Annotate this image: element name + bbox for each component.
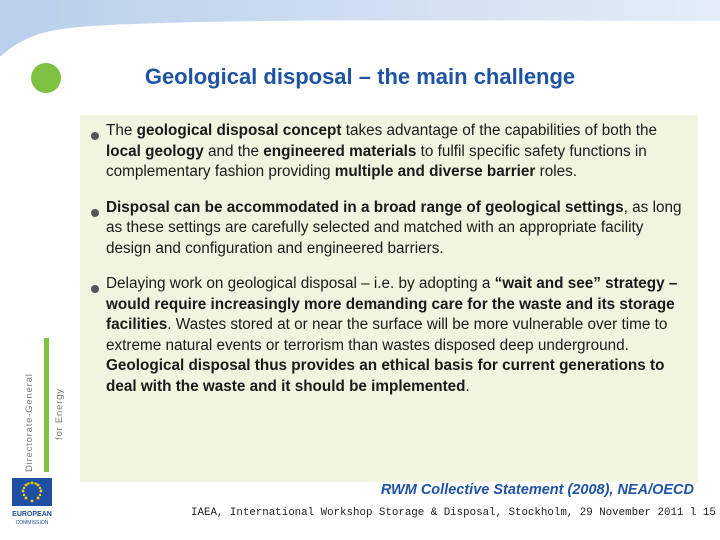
text-run: to fulfil specific safety functions in complementary fashion providing <box>106 142 647 180</box>
bold-text-run: geological disposal concept <box>136 122 342 139</box>
bullet-dot-icon <box>91 285 99 293</box>
bullet-dot-icon <box>91 209 99 217</box>
eu-logo-line2: COMMISSION <box>15 520 49 526</box>
bold-text-run: “wait and see” strategy – would require increasingly more demanding care for the waste and its storage facilities <box>106 275 678 333</box>
bold-text-run: local geology <box>106 142 204 160</box>
slide-title: Geological disposal – the main challenge <box>144 64 576 89</box>
citation: RWM Collective Statement (2008), NEA/OECD <box>380 482 694 498</box>
text-run: Delaying work on geological disposal – i.e. by adopting a <box>106 275 495 292</box>
text-run: . Wastes stored at or near the surface will be more vulnerable over time to extreme natural events or terrorism than wastes disposed deep underground. <box>106 316 668 354</box>
bullet-item <box>80 198 692 260</box>
bullet-list <box>80 121 692 412</box>
bullet-dot-icon <box>91 132 99 140</box>
bold-text-run: multiple and diverse barrier <box>334 163 536 180</box>
footer-text: IAEA, International Workshop Storage & Disposal, Stockholm, 29 November 2011 l 15 <box>191 507 716 519</box>
text-run: roles. <box>535 163 578 180</box>
bold-text-run: Geological disposal thus provides an ethical basis for current generations to deal with the waste and it should be implemented <box>106 357 665 395</box>
text-run: takes advantage of the capabilities of both the <box>341 122 657 139</box>
bullet-text <box>106 275 677 395</box>
bullet-item <box>80 274 692 397</box>
bullet-text <box>106 199 682 257</box>
header-band <box>0 0 720 110</box>
directorate-general-logo <box>8 330 68 480</box>
bold-text-run: Disposal can be accommodated in a broad range of geological settings <box>106 198 624 216</box>
sidebar-line1: Directorate-General <box>24 373 35 472</box>
text-run: , as long as these settings are carefully selected and matched with an appropriate facility design and configuration and engineered barriers. <box>106 198 682 257</box>
bold-text-run: engineered materials <box>263 142 417 160</box>
text-run: and the <box>203 142 264 160</box>
eu-logo-line1: EUROPEAN <box>12 511 52 518</box>
eu-commission-logo <box>8 478 58 533</box>
bullet-item <box>80 121 692 183</box>
text-run: The <box>106 122 137 139</box>
sidebar-line2: for Energy <box>54 388 65 440</box>
bullet-text <box>106 122 657 180</box>
text-run: . <box>465 377 470 395</box>
